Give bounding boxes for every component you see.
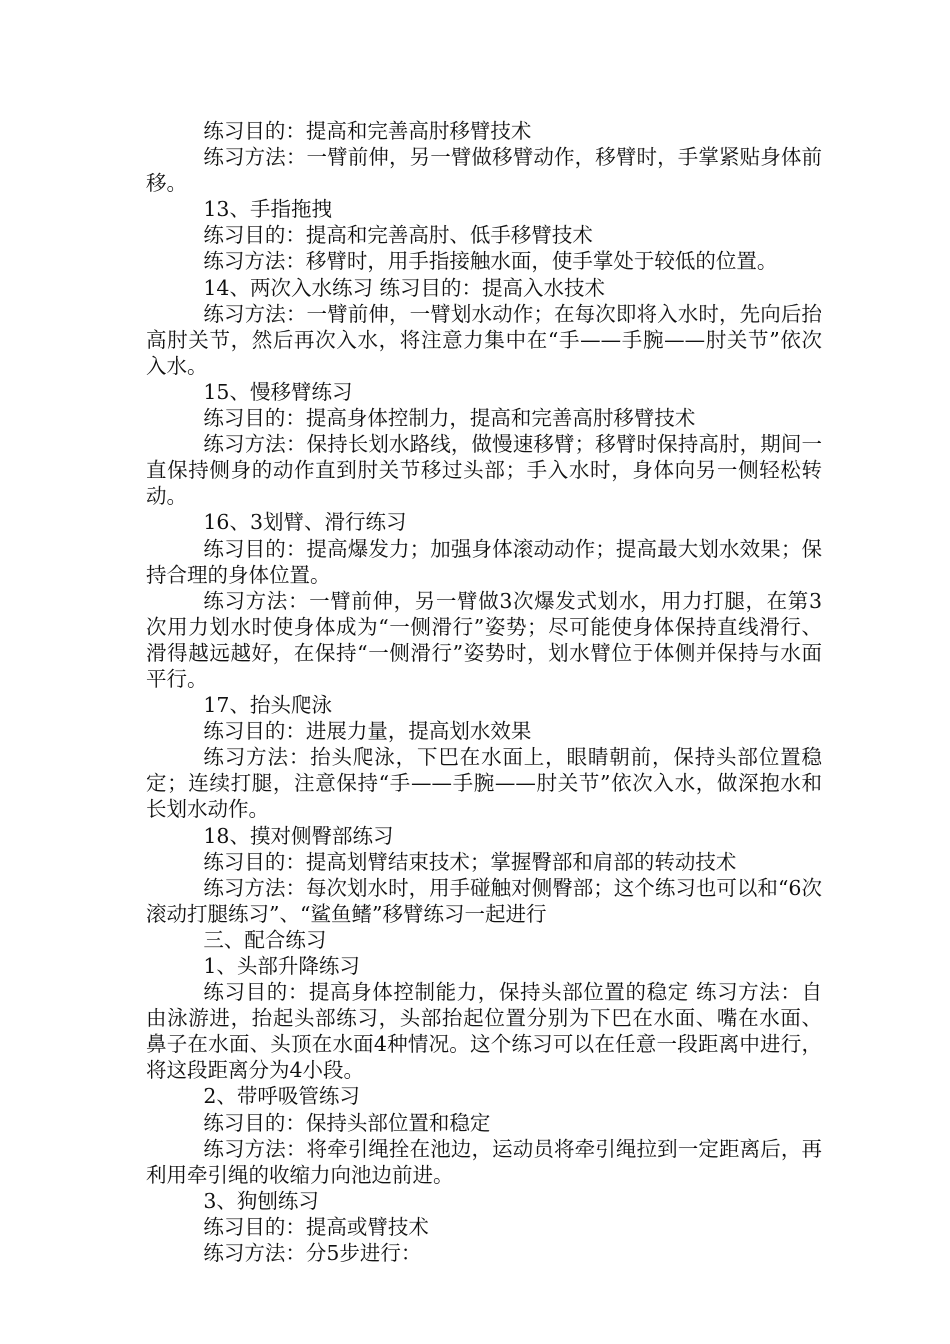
section-heading: 13、手指拖拽 [203, 197, 332, 222]
paragraph: 练习方法：保持长划水路线，做慢速移臂；移臂时保持高肘，期间一直保持侧身的动作直到肘关节移过头部；手入水时，身体向另一侧轻松转动。 [146, 432, 822, 509]
paragraph: 练习方法：抬头爬泳，下巴在水面上，眼睛朝前，保持头部位置稳定；连续打腿，注意保持“手——手腕——肘关节”依次入水，做深抱水和长划水动作。 [146, 745, 822, 822]
paragraph: 练习目的：提高身体控制力，提高和完善高肘移臂技术 [203, 406, 696, 431]
section-heading: 2、带呼吸管练习 [203, 1084, 360, 1109]
paragraph: 练习目的：进展力量，提高划水效果 [203, 719, 532, 744]
paragraph: 练习方法：一臂前伸，一臂划水动作；在每次即将入水时，先向后抬高肘关节，然后再次入水，将注意力集中在“手——手腕——肘关节”依次入水。 [146, 301, 822, 378]
paragraph: 练习方法：每次划水时，用手碰触对侧臀部；这个练习也可以和“6次滚动打腿练习”、“鲨鱼鳍”移臂练习一起进行 [146, 875, 822, 926]
section-heading: 3、狗刨练习 [203, 1188, 319, 1213]
paragraph: 练习目的：提高或臂技术 [203, 1214, 429, 1239]
chapter-heading: 三、配合练习 [203, 927, 327, 952]
paragraph: 练习目的：提高和完善高肘移臂技术 [203, 119, 532, 143]
paragraph: 练习目的：提高划臂结束技术；掌握臀部和肩部的转动技术 [203, 849, 737, 874]
section-heading: 18、摸对侧臀部练习 [203, 823, 394, 848]
paragraph: 练习目的：提高和完善高肘、低手移臂技术 [203, 223, 593, 248]
section-heading: 14、两次入水练习 练习目的：提高入水技术 [203, 275, 605, 300]
paragraph: 练习目的：提高爆发力；加强身体滚动动作；提高最大划水效果；保持合理的身体位置。 [146, 536, 822, 587]
section-heading: 16、3划臂、滑行练习 [203, 510, 407, 535]
paragraph: 练习目的：保持头部位置和稳定 [203, 1110, 491, 1135]
document-body [146, 118, 822, 1266]
paragraph: 练习方法：一臂前伸，另一臂做3次爆发式划水，用力打腿，在第3次用力划水时使身体成为“一侧滑行”姿势；尽可能使身体保持直线滑行、滑得越远越好，在保持“一侧滑行”姿势时，划水臂位于体侧并保持与水面平行。 [146, 588, 822, 691]
section-heading: 15、慢移臂练习 [203, 379, 353, 404]
section-heading: 17、抬头爬泳 [203, 693, 332, 718]
paragraph: 练习方法：一臂前伸，另一臂做移臂动作，移臂时，手掌紧贴身体前移。 [146, 145, 822, 196]
paragraph: 练习目的：提高身体控制能力，保持头部位置的稳定 练习方法：自由泳游进，抬起头部练习，头部抬起位置分别为下巴在水面、嘴在水面、鼻子在水面、头顶在水面4种情况。这个练习可以在任意一段距离中进行，将这段距离分为4小段。 [146, 980, 822, 1083]
section-heading: 1、头部升降练习 [203, 954, 360, 978]
paragraph: 练习方法：将牵引绳拴在池边，运动员将牵引绳拉到一定距离后，再利用牵引绳的收缩力向池边前进。 [146, 1136, 822, 1187]
paragraph: 练习方法：移臂时，用手指接触水面，使手掌处于较低的位置。 [203, 249, 778, 274]
paragraph: 练习方法：分5步进行： [203, 1241, 422, 1266]
